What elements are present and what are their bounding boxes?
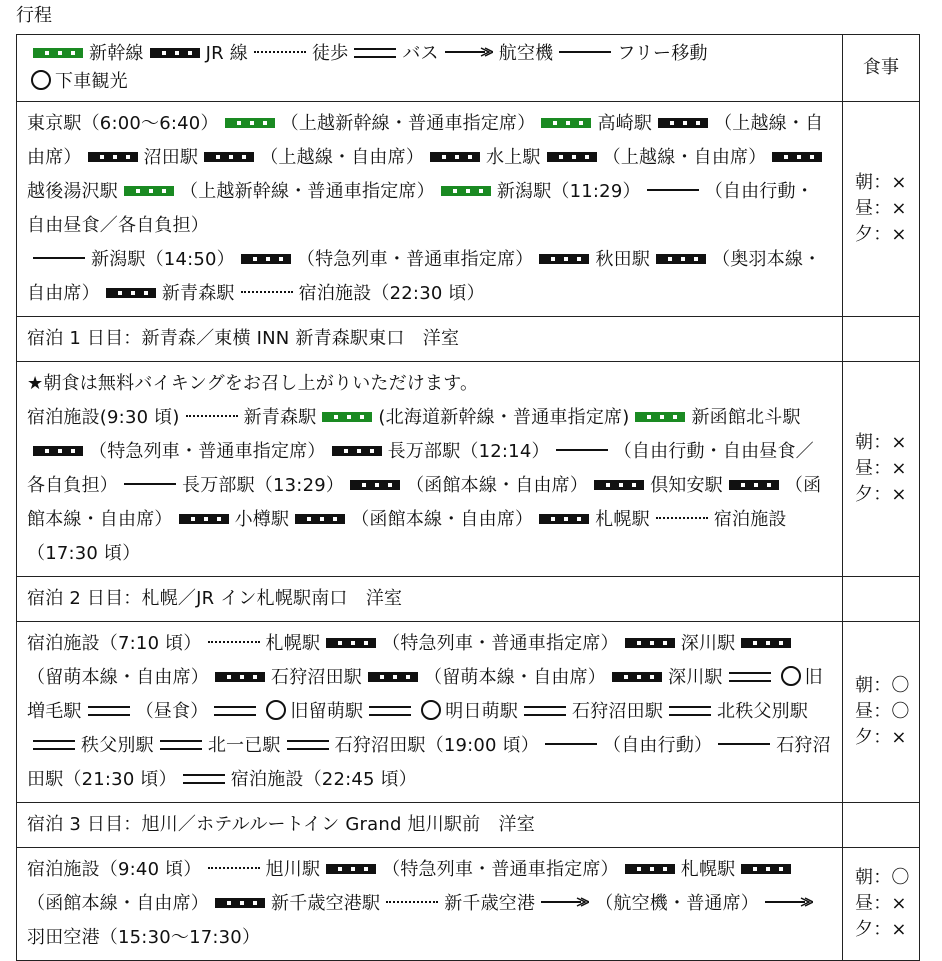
sightseeing-circle-icon: [31, 70, 51, 90]
meal-header: 食事: [843, 35, 920, 102]
route-note: （上越線・自由席）: [602, 147, 767, 168]
breakfast: 朝：〇: [855, 867, 910, 888]
day3-route: [17, 622, 843, 803]
walk-line-icon: [656, 517, 708, 519]
stop: 旧留萌駅: [290, 701, 364, 722]
stop: 石狩沼田駅: [271, 667, 362, 688]
route-note: （上越線・自由席）: [27, 113, 824, 168]
route-note: （留萌本線・自由席）: [27, 667, 209, 688]
day1-row: [17, 102, 920, 317]
stop: 沼田駅: [143, 147, 199, 168]
page-title: 行程: [16, 5, 52, 26]
stop: 宿泊施設（22:30 頃）: [298, 283, 485, 304]
route-note: （自由行動・自由昼食／各自負担）: [27, 441, 814, 496]
walk-line-icon: [208, 641, 260, 643]
stop: 旧増毛駅: [27, 667, 823, 722]
legend-walk: 徒歩: [311, 43, 349, 64]
walk-line-icon: [186, 415, 238, 417]
stop: 石狩沼田駅: [572, 701, 664, 722]
route-note: （函館本線・自由席）: [27, 475, 822, 530]
stop: 札幌駅: [680, 859, 736, 880]
plane-arrow-icon: [541, 897, 589, 907]
jr-line-icon: [625, 864, 675, 874]
jr-line-icon: [741, 638, 791, 648]
free-move-line-icon: [718, 743, 770, 745]
bus-line-icon: [369, 706, 411, 716]
jr-line-icon: [326, 864, 376, 874]
shinkansen-line-icon: [322, 412, 372, 422]
jr-line-icon: [350, 480, 400, 490]
stop: 宿泊施設（22:45 頃）: [230, 769, 417, 790]
free-move-line-icon: [33, 257, 85, 259]
legend-jr: JR 線: [205, 43, 248, 64]
route-note: （自由行動・自由昼食／各自負担）: [27, 181, 814, 236]
jr-line-icon: [547, 152, 597, 162]
stay2-row: [17, 577, 920, 622]
jr-line-icon: [179, 514, 229, 524]
stop: 羽田空港（15:30～17:30）: [27, 927, 261, 948]
stop: 新青森駅: [161, 283, 235, 304]
stop: 長万部駅（12:14）: [387, 441, 550, 462]
bus-line-icon: [669, 706, 711, 716]
breakfast: 朝：×: [855, 432, 907, 453]
stay1-meal-empty: [843, 317, 920, 362]
legend-bus: バス: [402, 43, 439, 64]
legend-plane: 航空機: [498, 43, 554, 64]
stop: 宿泊施設（7:10 頃）: [27, 633, 202, 654]
route-note: （函館本線・自由席）: [351, 509, 534, 530]
day2-meals: [843, 362, 920, 577]
stop: 東京駅（6:00～6:40）: [27, 113, 219, 134]
day4-route: [17, 848, 843, 961]
stay2-meal-empty: [843, 577, 920, 622]
stop: 深川駅: [668, 667, 723, 688]
sightseeing-circle-icon: [266, 700, 286, 720]
bus-line-icon: [33, 740, 75, 750]
day3-meals: [843, 622, 920, 803]
bus-line-icon: [183, 774, 225, 784]
route-note: （留萌本線・自由席）: [424, 667, 606, 688]
route-note: （上越新幹線・普通車指定席）: [180, 181, 435, 202]
legend-row: [17, 35, 920, 102]
jr-line-icon: [33, 446, 83, 456]
route-note: （特急列車・普通車指定席）: [382, 859, 619, 880]
stay3-row: [17, 803, 920, 848]
stay2-text: 宿泊 2 日目：札幌／JR イン札幌駅南口 洋室: [17, 577, 843, 622]
stop: 宿泊施設（17:30 頃）: [27, 509, 787, 564]
stop: 明日萌駅: [445, 701, 519, 722]
route-note: （特急列車・普通車指定席）: [296, 249, 534, 270]
route-note: （特急列車・普通車指定席）: [89, 441, 326, 462]
stay1-text: 宿泊 1 日目：新青森／東横 INN 新青森駅東口 洋室: [17, 317, 843, 362]
jr-line-icon: [772, 152, 822, 162]
jr-line-icon: [215, 672, 265, 682]
route-note: （自由行動）: [603, 735, 713, 756]
itinerary-table: [16, 34, 920, 961]
lunch: 昼：×: [855, 458, 907, 479]
bus-line-icon: [729, 672, 771, 682]
stop: 深川駅: [680, 633, 736, 654]
jr-line-icon: [625, 638, 675, 648]
stop: 新潟駅（14:50）: [91, 249, 235, 270]
stay1-row: [17, 317, 920, 362]
stop: 秩父別駅: [81, 735, 154, 756]
stop: 石狩沼田駅（21:30 頃）: [27, 735, 831, 790]
route-note: （奥羽本線・自由席）: [27, 249, 822, 304]
jr-line-icon: [88, 152, 138, 162]
free-move-line-icon: [545, 743, 597, 745]
dinner: 夕：×: [855, 727, 907, 748]
jr-line-icon: [241, 254, 291, 264]
stop: 宿泊施設(9:30 頃): [27, 407, 180, 428]
plane-arrow-icon: [445, 47, 493, 57]
shinkansen-line-icon: [635, 412, 685, 422]
stay3-text: 宿泊 3 日目：旭川／ホテルルートイン Grand 旭川駅前 洋室: [17, 803, 843, 848]
jr-line-icon: [658, 118, 708, 128]
route-note: （函館本線・自由席）: [406, 475, 589, 496]
breakfast-note: ★朝食は無料バイキングをお召し上がりいただけます。: [27, 373, 479, 394]
jr-line-icon: [204, 152, 254, 162]
stop: 倶知安駅: [650, 475, 723, 496]
jr-line-icon: [539, 514, 589, 524]
stop: 新函館北斗駅: [691, 407, 801, 428]
legend-cell: [17, 35, 843, 102]
dinner: 夕：×: [855, 919, 907, 940]
stop: 宿泊施設（9:40 頃）: [27, 859, 202, 880]
stop: 旭川駅: [265, 859, 321, 880]
stop: 北秩父別駅: [717, 701, 809, 722]
breakfast: 朝：〇: [855, 675, 910, 696]
stop: 札幌駅: [265, 633, 321, 654]
stop: 水上駅: [486, 147, 541, 168]
stay3-meal-empty: [843, 803, 920, 848]
stop: 越後湯沢駅: [27, 181, 118, 202]
shinkansen-line-icon: [33, 48, 83, 58]
route-note: （上越新幹線・普通車指定席）: [280, 113, 536, 134]
jr-line-icon: [612, 672, 662, 682]
jr-line-icon: [430, 152, 480, 162]
legend-sightseeing: 下車観光: [55, 71, 128, 92]
free-move-line-icon: [647, 189, 699, 191]
shinkansen-line-icon: [225, 118, 275, 128]
walk-line-icon: [208, 867, 260, 869]
bus-line-icon: [354, 48, 396, 58]
sightseeing-circle-icon: [421, 700, 441, 720]
walk-line-icon: [241, 291, 293, 293]
route-note: （昼食）: [135, 701, 209, 722]
stop: 新千歳空港: [444, 893, 536, 914]
jr-line-icon: [106, 288, 156, 298]
day4-row: [17, 848, 920, 961]
day2-row: [17, 362, 920, 577]
jr-line-icon: [729, 480, 779, 490]
walk-line-icon: [254, 51, 306, 53]
day1-route: [17, 102, 843, 317]
day4-meals: [843, 848, 920, 961]
bus-line-icon: [160, 740, 202, 750]
route-note: （特急列車・普通車指定席）: [382, 633, 619, 654]
stop: 小樽駅: [234, 509, 290, 530]
bus-line-icon: [524, 706, 566, 716]
walk-line-icon: [386, 901, 438, 903]
shinkansen-line-icon: [441, 186, 491, 196]
plane-arrow-icon: [765, 897, 813, 907]
legend-free: フリー移動: [617, 43, 708, 64]
free-move-line-icon: [559, 51, 611, 53]
jr-line-icon: [295, 514, 345, 524]
lunch: 昼：×: [855, 198, 907, 219]
dinner: 夕：×: [855, 484, 907, 505]
jr-line-icon: [332, 446, 382, 456]
jr-line-icon: [656, 254, 706, 264]
jr-line-icon: [368, 672, 418, 682]
shinkansen-line-icon: [541, 118, 591, 128]
sightseeing-circle-icon: [781, 666, 801, 686]
stop: 札幌駅: [595, 509, 650, 530]
breakfast: 朝：×: [855, 172, 907, 193]
stop: 長万部駅（13:29）: [182, 475, 345, 496]
stop: 北一已駅: [207, 735, 281, 756]
jr-line-icon: [150, 48, 200, 58]
stop: 新潟駅（11:29）: [496, 181, 641, 202]
bus-line-icon: [88, 706, 130, 716]
bus-line-icon: [214, 706, 256, 716]
shinkansen-line-icon: [124, 186, 174, 196]
route-note: （函館本線・自由席）: [27, 893, 209, 914]
lunch: 昼：〇: [855, 701, 910, 722]
stop: 高崎駅: [597, 113, 653, 134]
lunch: 昼：×: [855, 893, 907, 914]
stop: 秋田駅: [595, 249, 651, 270]
day1-meals: [843, 102, 920, 317]
jr-line-icon: [326, 638, 376, 648]
day2-route: [17, 362, 843, 577]
free-move-line-icon: [124, 483, 176, 485]
jr-line-icon: [594, 480, 644, 490]
bus-line-icon: [287, 740, 329, 750]
jr-line-icon: [539, 254, 589, 264]
stop: 新青森駅: [243, 407, 317, 428]
day3-row: [17, 622, 920, 803]
stop: 新千歳空港駅: [271, 893, 381, 914]
dinner: 夕：×: [855, 224, 907, 245]
jr-line-icon: [215, 898, 265, 908]
route-note: （航空機・普通席）: [595, 893, 760, 914]
route-note: （上越線・自由席）: [260, 147, 425, 168]
jr-line-icon: [741, 864, 791, 874]
free-move-line-icon: [556, 449, 608, 451]
stop: 石狩沼田駅（19:00 頃）: [334, 735, 540, 756]
legend-shinkansen: 新幹線: [89, 43, 144, 64]
route-note: (北海道新幹線・普通車指定席): [378, 407, 630, 428]
